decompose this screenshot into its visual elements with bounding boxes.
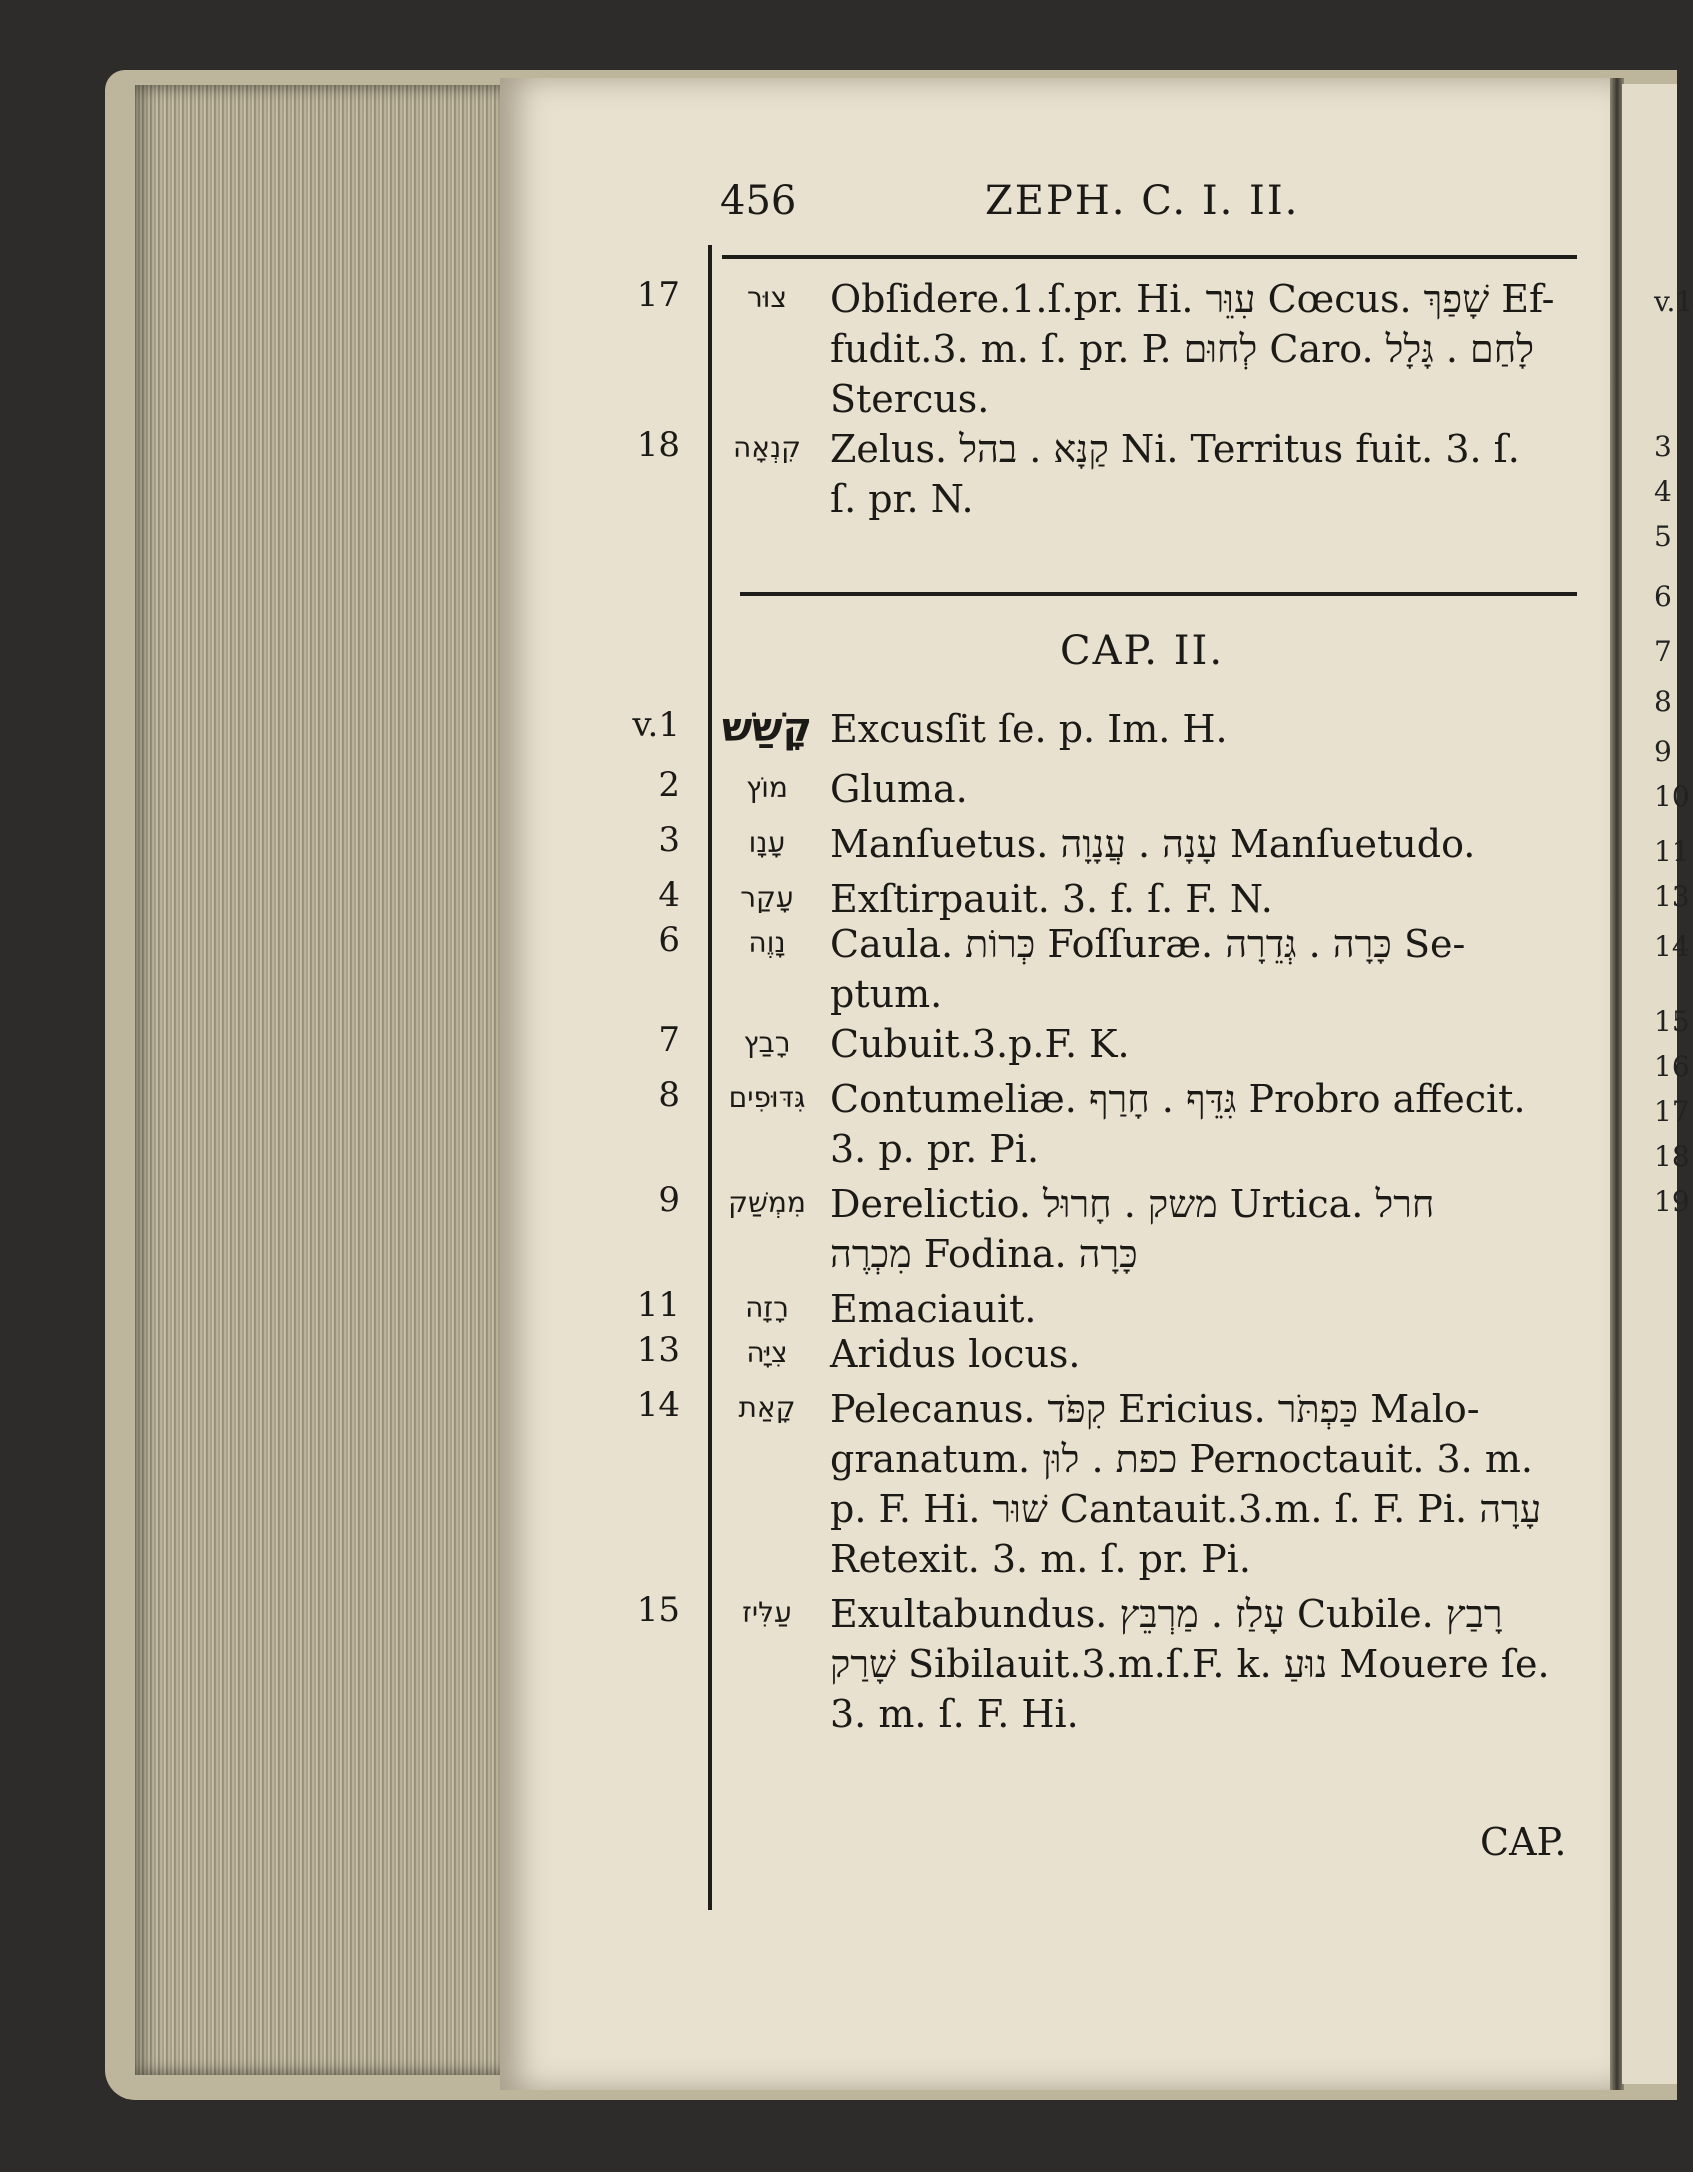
gloss-line: Gluma. [830, 767, 968, 811]
page-number: 456 [720, 178, 797, 224]
verse-number: 3 [658, 820, 680, 860]
verse-number: 13 [636, 1330, 680, 1370]
gloss-line: Emaciauit. [830, 1287, 1037, 1331]
hebrew-headword: צִיָּה [746, 1336, 788, 1369]
verse-number: 8 [658, 1075, 680, 1115]
facing-verse-number: 5 [1654, 520, 1672, 553]
facing-verse-number: 14 [1654, 930, 1690, 963]
facing-verse-number: 9 [1654, 735, 1672, 768]
verse-number: 7 [658, 1020, 680, 1060]
gloss-line: 3. m. ſ. F. Hi. [830, 1692, 1079, 1736]
gloss-line: Pelecanus. קִפֹּד Ericius. כַּפְתֹּר Malo- [830, 1387, 1480, 1431]
hebrew-headword: מִמְשַׁק [728, 1186, 806, 1219]
hebrew-headword: רָזָה [745, 1291, 789, 1324]
header-rule [722, 255, 1577, 259]
gloss-line: Retexit. 3. m. ſ. pr. Pi. [830, 1537, 1251, 1581]
hebrew-headword: רָבַץ [743, 1026, 791, 1059]
facing-page-edge [1622, 84, 1693, 2084]
verse-number: 4 [658, 875, 680, 915]
catchword: CAP. [1480, 1820, 1567, 1864]
gloss-line: fudit.3. m. ſ. pr. P. לְחוּם Caro. לָחַם . גָּלָל [830, 327, 1534, 371]
gloss-line: Exſtirpauit. 3. f. ſ. F. N. [830, 877, 1273, 921]
running-title: ZEPH. C. I. II. [985, 178, 1300, 224]
hebrew-headword: גִּדּוּפִים [728, 1081, 806, 1114]
facing-verse-number: 4 [1654, 475, 1672, 508]
verse-number: 2 [658, 765, 680, 805]
facing-verse-number: 3 [1654, 430, 1672, 463]
gloss-line: Derelictio. משק . חָרוּל Urtica. חרל [830, 1182, 1435, 1226]
gloss-line: שָׁרַק Sibilauit.3.m.ſ.F. k. נוּעַ Mouere ſe. [830, 1642, 1550, 1686]
facing-verse-number: 7 [1654, 635, 1672, 668]
gloss-line: ſ. pr. N. [830, 477, 974, 521]
verse-number: v.1 [632, 705, 680, 745]
chapter-rule [740, 592, 1577, 596]
chapter-heading: CAP. II. [1060, 628, 1225, 674]
verse-number: 15 [636, 1590, 680, 1630]
facing-verse-number: v.1 [1654, 285, 1693, 318]
hebrew-headword: צוּר [746, 281, 788, 314]
hebrew-headword: קִנְאָה [732, 431, 802, 464]
gloss-line: Zelus. קַנָּא . בהל Ni. Territus fuit. 3. ſ. [830, 427, 1520, 471]
hebrew-headword: עָנָו [748, 826, 786, 859]
gloss-line: Cubuit.3.p.F. K. [830, 1022, 1130, 1066]
facing-verse-number: 10 [1654, 780, 1690, 813]
facing-verse-number: 11 [1654, 835, 1690, 868]
facing-verse-number: 15 [1654, 1005, 1690, 1038]
verse-number: 11 [636, 1285, 680, 1325]
verse-number: 14 [636, 1385, 680, 1425]
gloss-line: Stercus. [830, 377, 990, 421]
facing-verse-number: 18 [1654, 1140, 1690, 1173]
facing-verse-number: 19 [1654, 1185, 1690, 1218]
gloss-line: Obſidere.1.ſ.pr. Hi. עִוֵּר Cœcus. שָׁפַךְ Ef- [830, 277, 1555, 321]
verse-number: 9 [658, 1180, 680, 1220]
verse-number: 18 [636, 425, 680, 465]
gloss-line: Excusſit ſe. p. Im. H. [830, 707, 1228, 751]
gloss-line: p. F. Hi. שׁוּר Cantauit.3.m. ſ. F. Pi. עָרָה [830, 1487, 1542, 1531]
gloss-line: מִכְרֶה Fodina. כָּרָה [830, 1232, 1138, 1276]
hebrew-headword: קָשַׁשׁ [721, 705, 813, 751]
gloss-line: Exultabundus. עָלַז . מַרְבֵּץ Cubile. רָבַץ [830, 1592, 1503, 1636]
gloss-line: ptum. [830, 972, 943, 1016]
gloss-line: granatum. כפת . לוּן Pernoctauit. 3. m. [830, 1437, 1533, 1481]
hebrew-headword: מוֹץ [746, 771, 788, 804]
column-rule [708, 245, 712, 1910]
hebrew-headword: עָקַר [740, 881, 794, 914]
hebrew-headword: קָאַת [738, 1391, 796, 1424]
verse-number: 6 [658, 920, 680, 960]
gloss-line: Aridus locus. [830, 1332, 1081, 1376]
gloss-line: Caula. כְּרוֹת Foſſuræ. כָּרָה . גְּדֵרָה Se- [830, 922, 1466, 966]
page-edges [135, 85, 525, 2075]
gloss-line: 3. p. pr. Pi. [830, 1127, 1040, 1171]
facing-verse-number: 6 [1654, 580, 1672, 613]
verse-number: 17 [636, 275, 680, 315]
facing-verse-number: 13 [1654, 880, 1690, 913]
facing-verse-number: 8 [1654, 685, 1672, 718]
facing-verse-number: 17 [1654, 1095, 1690, 1128]
gloss-line: Manſuetus. עָנָה . עֲנָוָה Manſuetudo. [830, 822, 1476, 866]
gloss-line: Contumeliæ. גִּדֵּף . חָרַף Probro affecit. [830, 1077, 1526, 1121]
hebrew-headword: נָוֶה [748, 926, 786, 959]
hebrew-headword: עַלִּיז [742, 1596, 792, 1629]
facing-verse-number: 16 [1654, 1050, 1690, 1083]
